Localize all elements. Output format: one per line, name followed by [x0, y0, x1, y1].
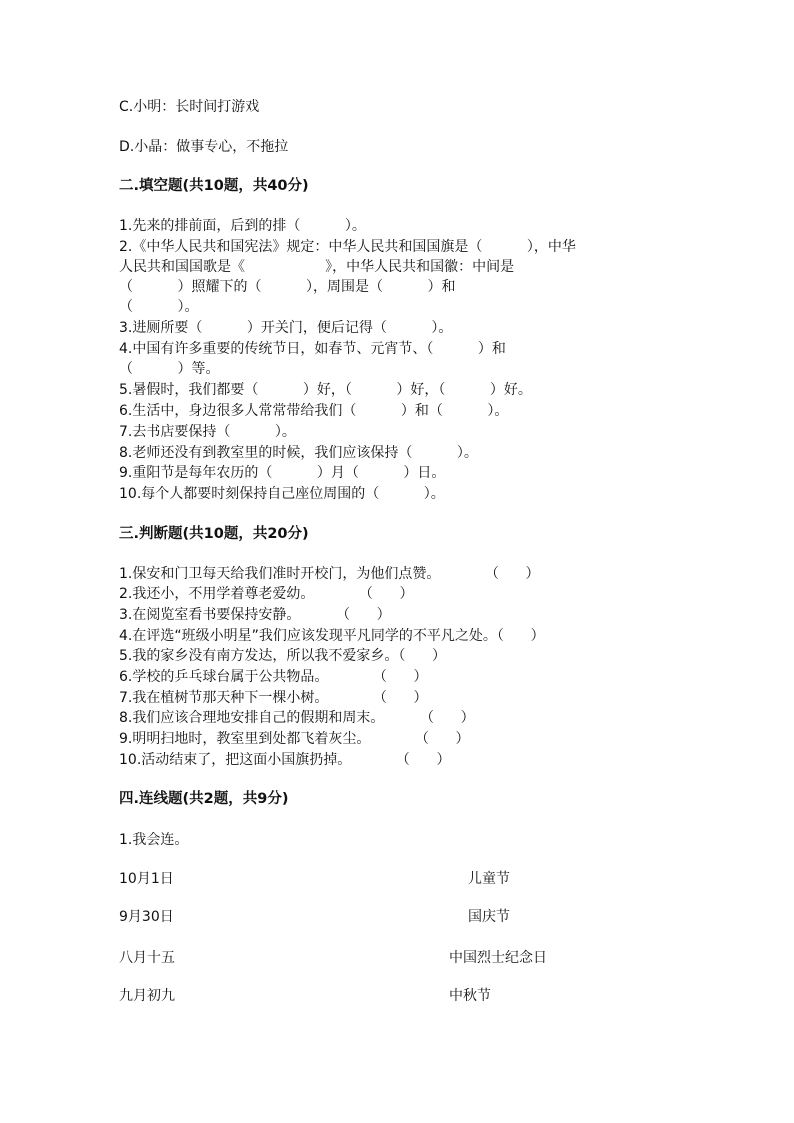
fill-line: 7.去书店要保持（ ）。 [119, 424, 296, 440]
match-left-item: 八月十五 [119, 950, 175, 966]
section-match-title: 四.连线题(共2题，共9分) [119, 791, 289, 807]
match-prompt: 1.我会连。 [119, 832, 189, 848]
fill-line: （ ）照耀下的（ ），周围是（ ）和 [119, 279, 456, 295]
judge-line: 8.我们应该合理地安排自己的假期和周末。 （ ） [119, 710, 475, 726]
fill-line: 4.中国有许多重要的传统节日，如春节、元宵节、（ ）和 [119, 341, 506, 357]
fill-line: 2.《中华人民共和国宪法》规定：中华人民共和国国旗是（ ），中华 [119, 239, 576, 255]
fill-line: 3.进厕所要（ ）开关门，便后记得（ ）。 [119, 320, 453, 336]
fill-line: 5.暑假时，我们都要（ ）好，（ ）好，（ ）好。 [119, 382, 532, 398]
judge-line: 2.我还小，不用学着尊老爱幼。 （ ） [119, 586, 414, 602]
fill-line: 6.生活中，身边很多人常常带给我们（ ）和（ ）。 [119, 403, 509, 419]
fill-line: 8.老师还没有到教室里的时候，我们应该保持（ ）。 [119, 445, 478, 461]
judge-line: 3.在阅览室看书要保持安静。 （ ） [119, 607, 391, 623]
fill-line: （ ）等。 [119, 361, 220, 377]
option-d: D.小晶：做事专心，不拖拉 [119, 139, 289, 155]
match-left-item: 九月初九 [119, 988, 175, 1004]
fill-line: 10.每个人都要时刻保持自己座位周围的（ ）。 [119, 486, 445, 502]
section-fill-title: 二.填空题(共10题，共40分) [119, 178, 309, 194]
match-right-item: 儿童节 [468, 871, 510, 887]
judge-line: 9.明明扫地时，教室里到处都飞着灰尘。 （ ） [119, 731, 470, 747]
judge-line: 6.学校的乒乓球台属于公共物品。 （ ） [119, 669, 428, 685]
fill-line: 9.重阳节是每年农历的（ ）月（ ）日。 [119, 465, 446, 481]
match-left-item: 10月1日 [119, 871, 174, 887]
fill-line: 1.先来的排前面，后到的排（ ）。 [119, 218, 366, 234]
option-c: C.小明：长时间打游戏 [119, 99, 260, 115]
judge-line: 4.在评选“班级小明星”我们应该发现平凡同学的不平凡之处。（ ） [119, 628, 545, 644]
fill-line: 人民共和国国歌是《 》，中华人民共和国徽：中间是 [119, 259, 515, 275]
judge-line: 5.我的家乡没有南方发达，所以我不爱家乡。（ ） [119, 648, 447, 664]
match-left-item: 9月30日 [119, 909, 174, 925]
judge-line: 7.我在植树节那天种下一棵小树。 （ ） [119, 690, 428, 706]
judge-line: 10.活动结束了，把这面小国旗扔掉。 （ ） [119, 752, 451, 768]
match-right-item: 中国烈士纪念日 [449, 950, 547, 966]
section-judge-title: 三.判断题(共10题，共20分) [119, 526, 309, 542]
match-right-item: 中秋节 [449, 988, 491, 1004]
judge-line: 1.保安和门卫每天给我们准时开校门，为他们点赞。 （ ） [119, 566, 540, 582]
match-right-item: 国庆节 [468, 909, 510, 925]
fill-line: （ ）。 [119, 299, 199, 315]
